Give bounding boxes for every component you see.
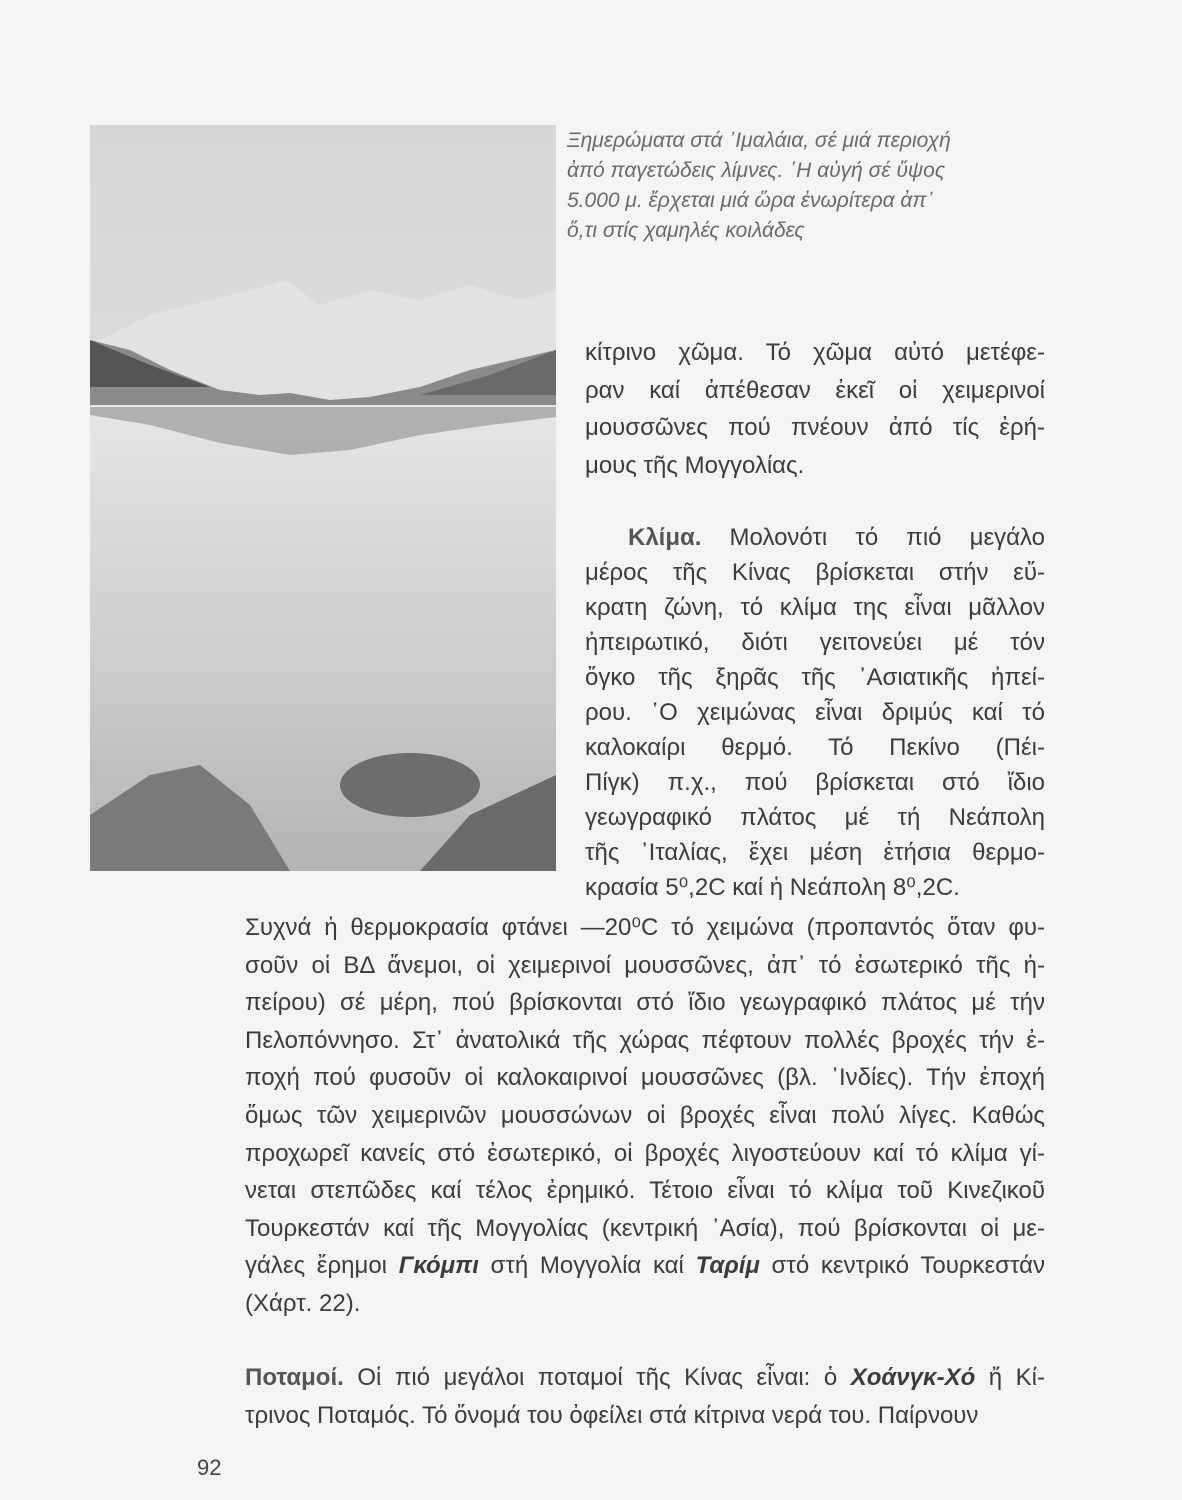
text-segment: ραν καί ἀπέθεσαν ἐκεῖ οἱ χειμερινοί xyxy=(585,376,1045,404)
text-segment: μους τῆς Μογγολίας. xyxy=(585,451,805,479)
text-segment: Πελοπόννησο. Στ᾿ ἀνατολικά τῆς χώρας πέφτουν πολλές βροχές τήν ἐ- xyxy=(245,1026,1045,1054)
text-line xyxy=(585,372,1045,410)
text-line xyxy=(245,1210,1045,1248)
paragraph-rivers xyxy=(245,1359,1045,1434)
text-segment: μουσσῶνες πού πνέουν ἀπό τίς ἐρή- xyxy=(585,414,1045,442)
text-segment: τρινος Ποταμός. Τό ὄνομά του ὀφείλει στά κίτρινα νερά του. Παίρνουν xyxy=(245,1401,979,1429)
caption-line: 5.000 μ. ἔρχεται μιά ὥρα ἐνωρίτερα ἀπ᾿ xyxy=(567,189,934,212)
text-segment: Πίγκ) π.χ., πού βρίσκεται στό ἴδιο xyxy=(585,769,1045,796)
text-line xyxy=(585,409,1045,447)
text-segment: Μολονότι τό πιό μεγάλο xyxy=(701,524,1045,551)
text-line xyxy=(585,590,1045,625)
text-line xyxy=(245,1397,1045,1435)
text-segment: ὅμως τῶν χειμερινῶν μουσσώνων οἱ βροχές εἶναι πολύ λίγες. Καθώς xyxy=(245,1101,1045,1129)
text-line xyxy=(585,555,1045,590)
text-segment: κρασία 5⁰,2C καί ἡ Νεάπολη 8⁰,2C. xyxy=(585,874,960,901)
text-line xyxy=(585,334,1045,372)
text-line xyxy=(585,800,1045,835)
text-segment: Οἱ πιό μεγάλοι ποταμοί τῆς Κίνας εἶναι: ὁ xyxy=(343,1364,851,1391)
text-segment: προχωρεῖ κανείς στό ἐσωτερικό, οἱ βροχές λιγοστεύουν καί τό κλίμα γί- xyxy=(245,1139,1045,1167)
text-segment: ρου. ῾Ο χειμώνας εἶναι δριμύς καί τό xyxy=(585,699,1045,726)
text-line xyxy=(585,520,1045,555)
text-segment: ἤ Κί- xyxy=(975,1364,1045,1391)
text-segment: τῆς ᾿Ιταλίας, ἔχει μέση ἐτήσια θερμο- xyxy=(585,839,1045,866)
text-segment: κίτρινο χῶμα. Τό χῶμα αὐτό μετέφε- xyxy=(585,339,1045,366)
text-line xyxy=(585,660,1045,695)
text-line xyxy=(585,625,1045,660)
caption-line: ἀπό παγετώδεις λίμνες. ῾Η αὐγή σέ ὕψος xyxy=(567,159,946,182)
text-line xyxy=(585,730,1045,765)
text-segment: κρατη ζώνη, τό κλίμα της εἶναι μᾶλλον xyxy=(585,594,1045,621)
text-line xyxy=(245,984,1045,1022)
text-segment: (Χάρτ. 22). xyxy=(245,1289,361,1317)
text-segment: νεται στεπῶδες καί τέλος ἐρημικό. Τέτοιο εἶναι τό κλίμα τοῦ Κινεζικοῦ xyxy=(245,1177,1045,1205)
section-heading: Κλίμα. xyxy=(628,524,702,551)
photo-caption xyxy=(567,126,987,246)
himalaya-lake-photo xyxy=(90,125,556,871)
text-line xyxy=(245,1097,1045,1135)
text-segment: Συχνά ἡ θερμοκρασία φτάνει —20⁰C τό χειμώνα (προπαντός ὅταν φυ- xyxy=(245,914,1045,941)
place-name: Ταρίμ xyxy=(695,1252,760,1280)
text-line xyxy=(585,835,1045,870)
text-segment: ποχή πού φυσοῦν οἱ καλοκαιρινοί μουσσῶνες (βλ. ᾿Ινδίες). Τήν ἐποχή xyxy=(245,1064,1045,1092)
place-name: Χοάνγκ-Χό xyxy=(850,1364,976,1391)
text-segment: πείρου) σέ μέρη, πού βρίσκονται στό ἴδιο γεωγραφικό πλάτος μέ τήν xyxy=(245,989,1045,1017)
section-heading: Ποταμοί. xyxy=(245,1364,344,1391)
caption-line: Ξημερώματα στά ᾿Ιμαλάια, σέ μιά περιοχή xyxy=(567,129,951,152)
text-line xyxy=(585,870,1045,905)
text-segment: Τουρκεστάν καί τῆς Μογγολίας (κεντρική ᾿Ασία), πού βρίσκονται οἱ με- xyxy=(245,1214,1045,1242)
text-segment: μέρος τῆς Κίνας βρίσκεται στήν εὔ- xyxy=(585,559,1045,586)
text-line xyxy=(585,695,1045,730)
text-line xyxy=(245,1022,1045,1060)
text-segment: στό κεντρικό Τουρκεστάν xyxy=(759,1252,1045,1280)
text-line xyxy=(245,909,1045,947)
text-segment: σοῦν οἱ ΒΔ ἄνεμοι, οἱ χειμερινοί μουσσῶνες, ἀπ᾿ τό ἐσωτερικό τῆς ἠ- xyxy=(245,951,1045,979)
text-line xyxy=(585,447,1045,485)
place-name: Γκόμπι xyxy=(398,1252,479,1280)
paragraph-climate xyxy=(585,520,1045,905)
text-line xyxy=(245,1285,1045,1323)
text-line xyxy=(245,1172,1045,1210)
paragraph-soil xyxy=(585,334,1045,484)
text-line xyxy=(245,1135,1045,1173)
text-segment: ὄγκο τῆς ξηρᾶς τῆς ᾿Ασιατικῆς ἠπεί- xyxy=(585,664,1045,691)
text-line xyxy=(245,947,1045,985)
text-segment: ἠπειρωτικό, διότι γειτονεύει μέ τόν xyxy=(585,629,1045,656)
text-segment: γάλες ἔρημοι xyxy=(245,1252,399,1280)
text-line xyxy=(585,765,1045,800)
text-segment: γεωγραφικό πλάτος μέ τή Νεάπολη xyxy=(585,804,1045,831)
text-line xyxy=(245,1359,1045,1397)
caption-line: ὅ,τι στίς χαμηλές κοιλάδες xyxy=(567,219,805,242)
text-line xyxy=(245,1059,1045,1097)
text-segment: στή Μογγολία καί xyxy=(478,1252,696,1280)
page-number: 92 xyxy=(197,1455,222,1480)
text-segment: καλοκαίρι θερμό. Τό Πεκίνο (Πέι- xyxy=(585,734,1045,761)
paragraph-climate-continued xyxy=(245,909,1045,1323)
text-line xyxy=(245,1247,1045,1285)
